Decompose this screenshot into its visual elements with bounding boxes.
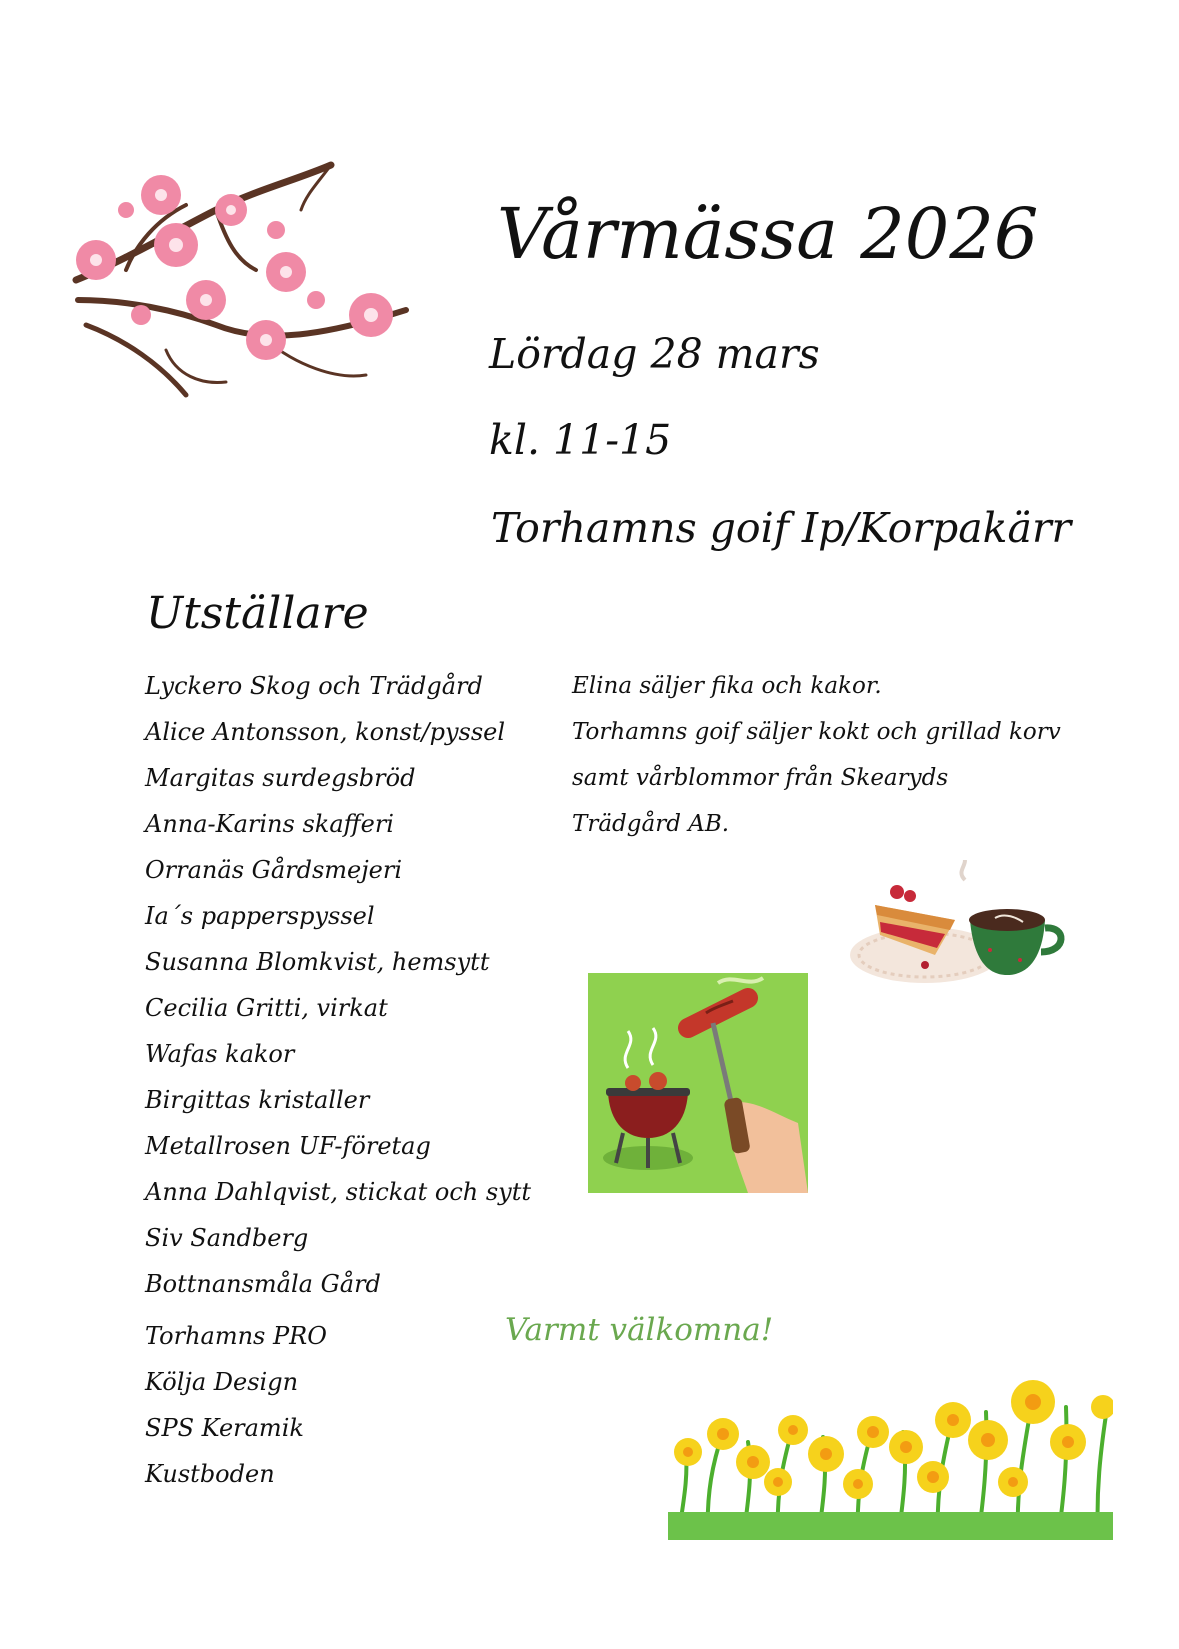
exhibitor-item: Susanna Blomkvist, hemsytt bbox=[145, 948, 490, 976]
event-time: kl. 11-15 bbox=[489, 416, 672, 464]
note-line: samt vårblommor från Skearyds bbox=[572, 765, 949, 791]
event-title: Vårmässa 2026 bbox=[497, 193, 1039, 275]
event-date: Lördag 28 mars bbox=[489, 330, 820, 378]
welcome-text: Varmt välkomna! bbox=[505, 1312, 774, 1348]
exhibitor-item: Torhamns PRO bbox=[145, 1322, 327, 1350]
exhibitor-item: Orranäs Gårdsmejeri bbox=[145, 856, 403, 884]
daffodils-illustration bbox=[668, 1372, 1113, 1540]
exhibitor-list bbox=[145, 663, 531, 1497]
cherry-blossom-illustration bbox=[66, 150, 466, 400]
exhibitor-item: Kustboden bbox=[145, 1460, 275, 1488]
exhibitor-item: Cecilia Gritti, virkat bbox=[145, 994, 388, 1022]
exhibitors-heading: Utställare bbox=[146, 588, 369, 639]
exhibitor-item: SPS Keramik bbox=[145, 1414, 304, 1442]
exhibitor-item: Birgittas kristaller bbox=[145, 1086, 370, 1114]
exhibitor-item: Alice Antonsson, konst/pyssel bbox=[145, 718, 506, 746]
exhibitor-item: Bottnansmåla Gård bbox=[145, 1270, 381, 1298]
event-place: Torhamns goif Ip/Korpakärr bbox=[491, 504, 1072, 552]
exhibitor-item: Ia´s papperspyssel bbox=[145, 902, 375, 930]
note-line: Trädgård AB. bbox=[572, 811, 730, 837]
grill-sausage-icon bbox=[588, 973, 808, 1193]
pie-coffee-icon bbox=[845, 860, 1085, 990]
note-line: Torhamns goif säljer kokt och grillad korv bbox=[572, 719, 1061, 745]
food-notes bbox=[572, 663, 1061, 847]
exhibitor-item: Wafas kakor bbox=[145, 1040, 295, 1068]
exhibitor-item: Anna Dahlqvist, stickat och sytt bbox=[145, 1178, 532, 1206]
exhibitor-item: Lyckero Skog och Trädgård bbox=[145, 672, 483, 700]
exhibitor-item: Kölja Design bbox=[145, 1368, 299, 1396]
exhibitor-item: Anna-Karins skafferi bbox=[145, 810, 394, 838]
exhibitor-item: Margitas surdegsbröd bbox=[145, 764, 416, 792]
exhibitor-item: Metallrosen UF-företag bbox=[145, 1132, 431, 1160]
exhibitor-item: Siv Sandberg bbox=[145, 1224, 309, 1252]
note-line: Elina säljer fika och kakor. bbox=[572, 673, 882, 699]
